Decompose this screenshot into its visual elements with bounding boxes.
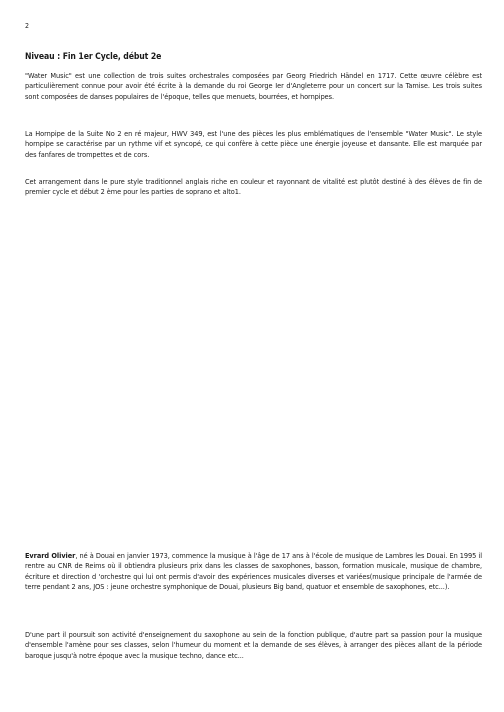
author-name: Evrard Olivier (25, 551, 76, 560)
page-number: 2 (25, 22, 30, 30)
bio-text: , né à Douai en janvier 1973, commence la musique à l'âge de 17 ans à l'école de musique de Lambres les Douai. En 1995 il rentre au CNR de Reims où il obtiendra plusieurs prix dans les classes de saxophones, basson, formation musicale, musique de chambre, écriture et direction d 'orchestre qui lui ont permis d'avoir des expériences musicales diverses et variées(musique principale de l'armée de terre pendant 2 ans, JOS : jeune orchestre symphonique de Douai, plusieurs Big band, quatuor et ensemble de saxophones, etc...). (25, 551, 482, 592)
level-heading: Niveau : Fin 1er Cycle, début 2e (25, 52, 162, 62)
bio-paragraph (25, 551, 482, 593)
bio-paragraph: D'une part il poursuit son activité d'enseignement du saxophone au sein de la fonction publique, d'autre part sa passion pour la musique d'ensemble l'amène pour ses classes, selon l'humeur du moment et la demande de ses élèves, à arranger des pièces allant de la période baroque jusqu'à notre époque avec la musique techno, dance etc... (25, 630, 482, 660)
intro-paragraph: La Hornpipe de la Suite No 2 en ré majeur, HWV 349, est l'une des pièces les plus emblématiques de l'ensemble "Water Music". Le style hornpipe se caractérise par un rythme vif et syncopé, ce qui confère à cette pièce une énergie joyeuse et dansante. Elle est marquée par des fanfares de trompettes et de cors. (25, 129, 482, 159)
intro-paragraph: Cet arrangement dans le pure style traditionnel anglais riche en couleur et rayonnant de vitalité est plutôt destiné à des élèves de fin de premier cycle et début 2 ème pour les parties de soprano et alto1. (25, 177, 482, 197)
intro-paragraph: "Water Music" est une collection de trois suites orchestrales composées par Georg Friedrich Händel en 1717. Cette œuvre célèbre est particulièrement connue pour avoir été écrite à la demande du roi George Ier d'Angleterre pour un concert sur la Tamise. Les trois suites sont composées de danses populaires de l'époque, telles que menuets, bourrées, et hornpipes. (25, 71, 482, 101)
